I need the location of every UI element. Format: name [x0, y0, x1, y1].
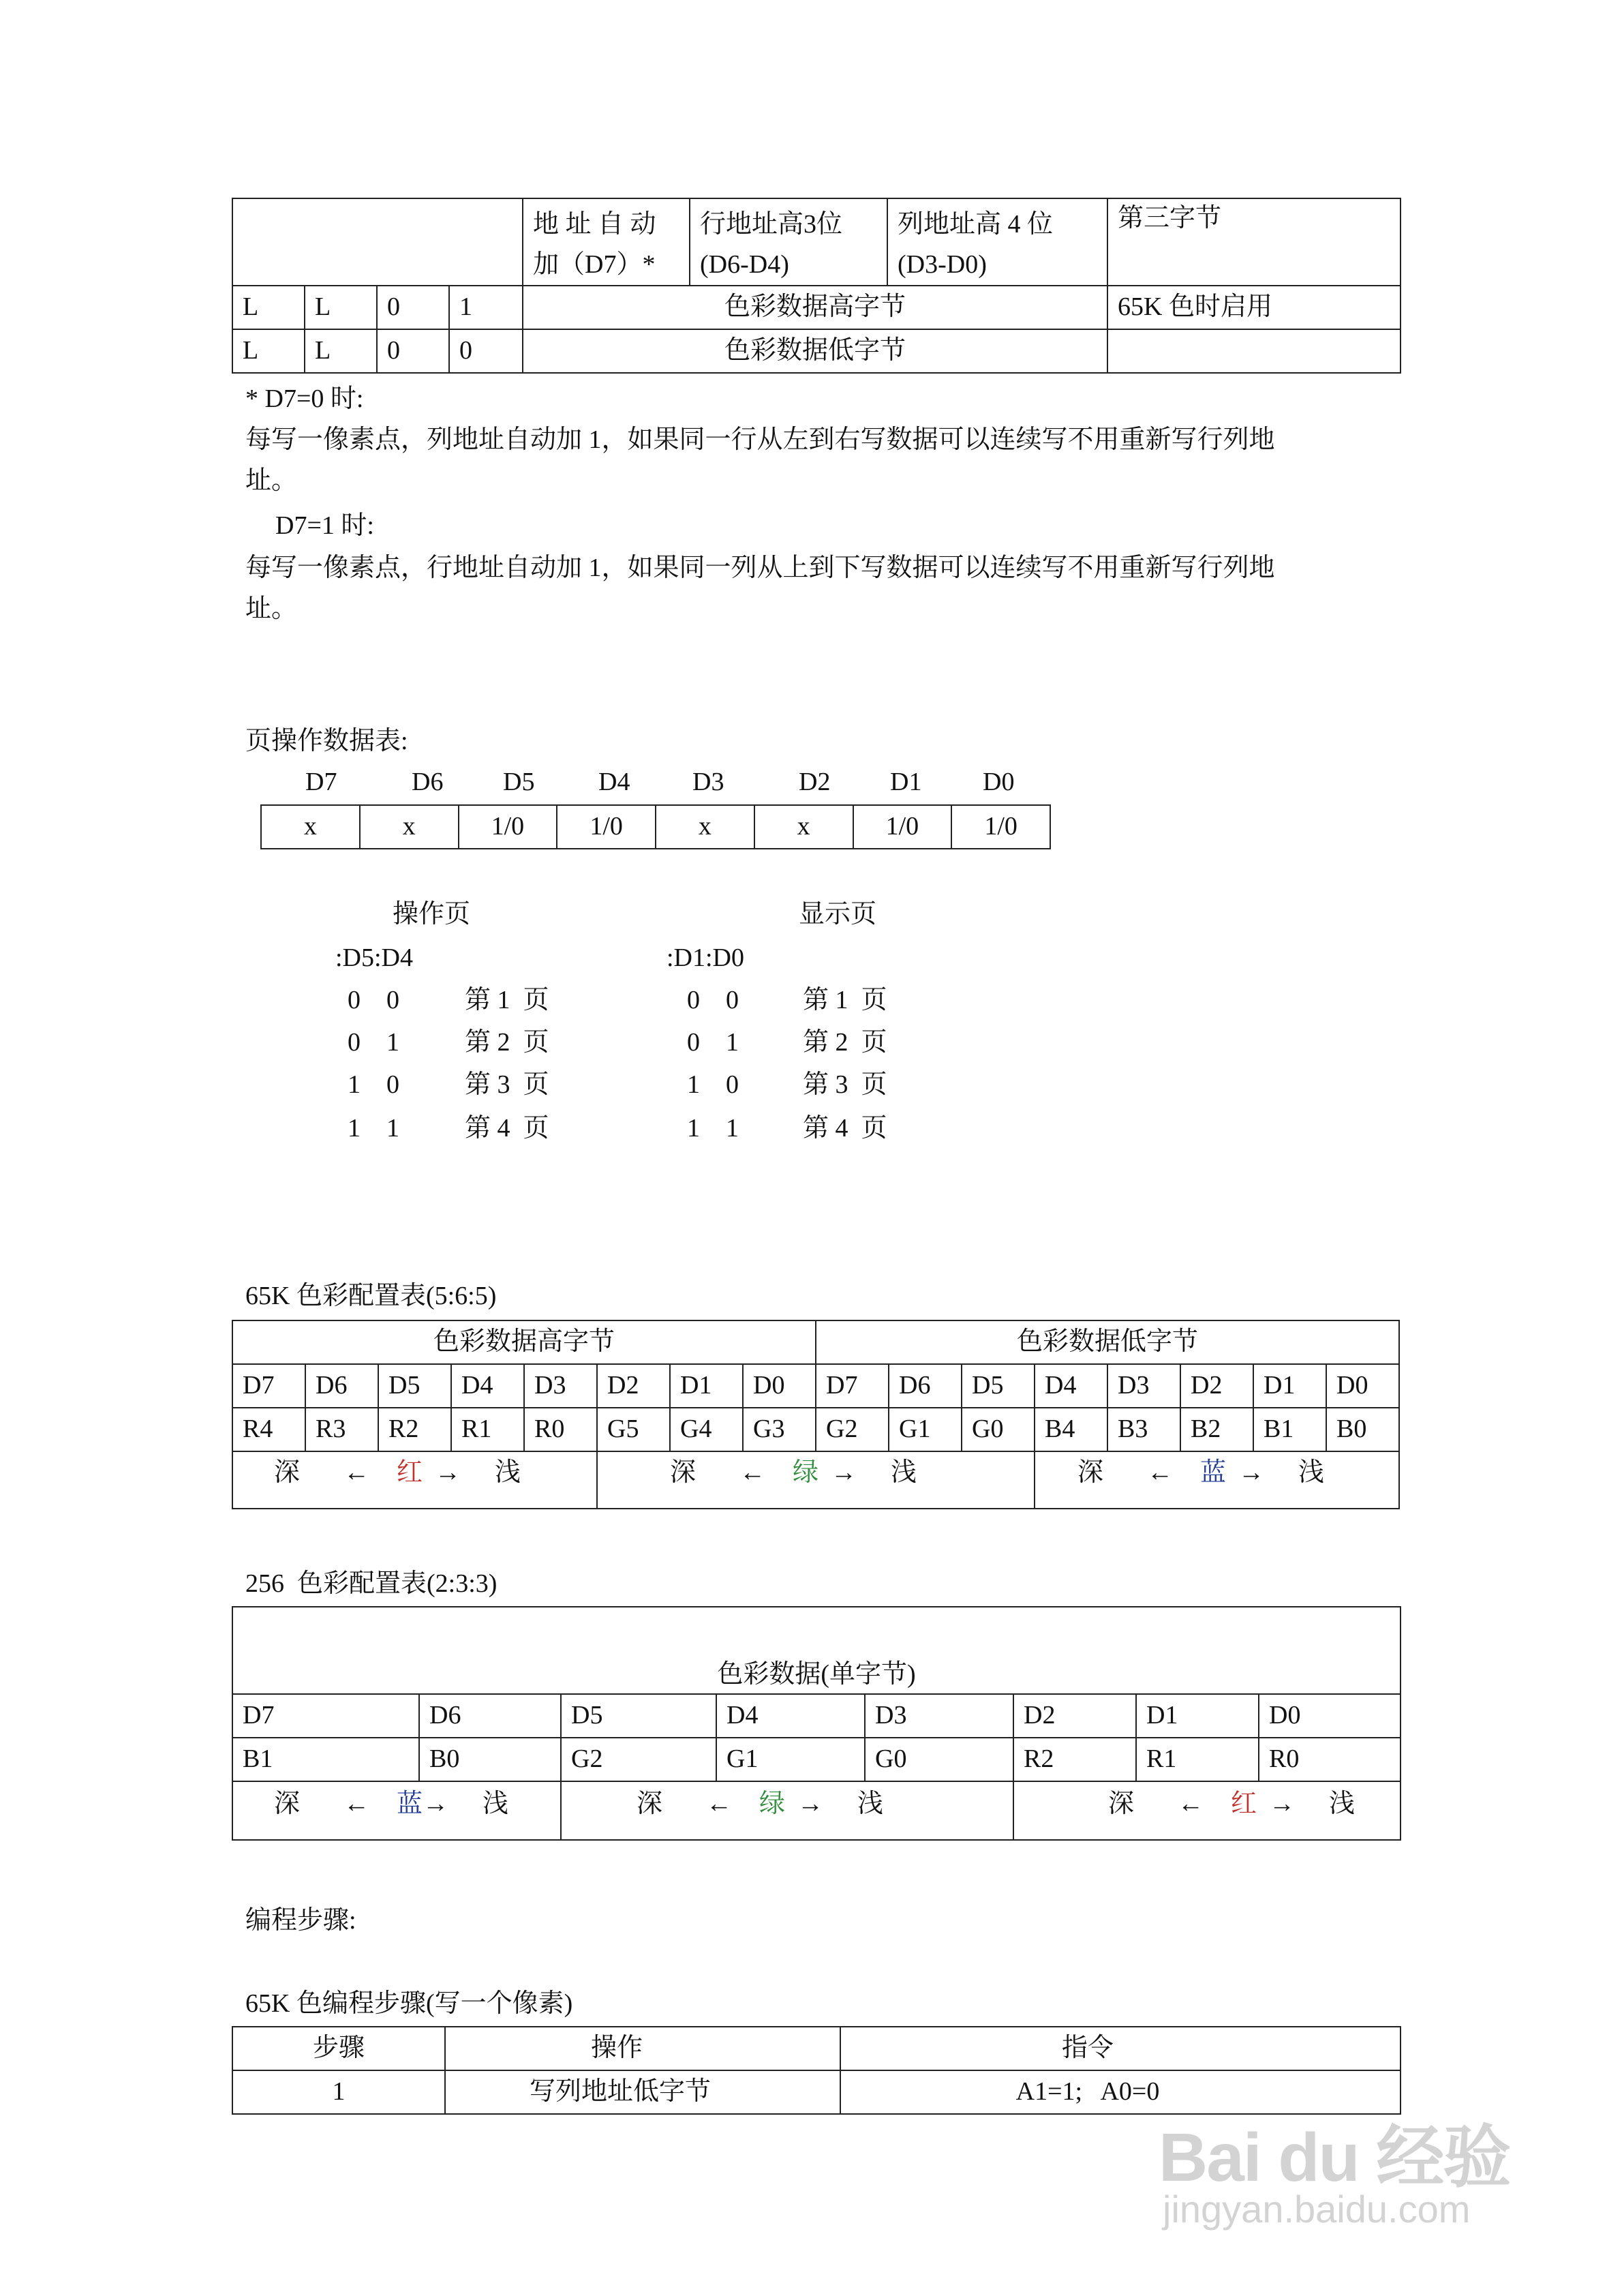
disp-bits: 1 0 [687, 1070, 739, 1099]
color-bit-cell: G1 [889, 1408, 962, 1451]
green-gradient-cell [561, 1781, 1013, 1840]
bit-label: D2 [799, 768, 831, 796]
bit-label: D4 [598, 768, 630, 796]
page-bit-value: 1/0 [459, 805, 557, 849]
bit-cell: D5 [378, 1364, 451, 1408]
color-bit-cell: G0 [865, 1738, 1013, 1781]
op-bits: 0 1 [348, 1028, 399, 1057]
low-byte-header: 色彩数据低字节 [816, 1320, 1399, 1364]
page-bit-value: x [656, 805, 754, 849]
bit-cell: D7 [232, 1364, 305, 1408]
color-bit-cell: G1 [716, 1738, 865, 1781]
op-page: 第 1 页 [465, 986, 549, 1014]
bit-cell: D4 [1035, 1364, 1107, 1408]
light-label: 浅 [483, 1789, 509, 1818]
bit-label: D5 [503, 768, 535, 796]
note-cell [1107, 329, 1401, 373]
color-bit-cell: R4 [232, 1408, 305, 1451]
deep-label: 深 [637, 1789, 663, 1818]
disp-bits-label: :D1:D0 [667, 943, 744, 972]
disp-page: 第 2 页 [803, 1028, 887, 1057]
red-label: 红 [397, 1458, 423, 1487]
bit-label: D6 [412, 768, 444, 796]
color-bit-cell: G3 [743, 1408, 816, 1451]
arrow-right-icon: → [435, 1458, 461, 1487]
note-d7-1: D7=1 时: [275, 511, 374, 540]
header-text: 行地址高3位 [700, 210, 843, 239]
color-bit-cell: G2 [816, 1408, 889, 1451]
bit-cell: D0 [1326, 1364, 1399, 1408]
arrow-left-icon: ← [1147, 1458, 1174, 1487]
steps-title: 编程步骤: [245, 1906, 356, 1935]
bit-cell: D5 [962, 1364, 1035, 1408]
baidu-logo: Bai du 经验 [1159, 2119, 1510, 2196]
bit-cell: D1 [1253, 1364, 1326, 1408]
bit-label: D0 [983, 768, 1015, 796]
bit-cell: D3 [865, 1694, 1013, 1738]
deep-label: 深 [670, 1458, 697, 1487]
color-bit-cell: R1 [1136, 1738, 1259, 1781]
blue-gradient-cell [232, 1781, 561, 1840]
bit-cell: D0 [1259, 1694, 1401, 1738]
color-bit-cell: B1 [232, 1738, 419, 1781]
bit-cell: D6 [889, 1364, 962, 1408]
steps-table [232, 2026, 1401, 2115]
bit-cell: D7 [816, 1364, 889, 1408]
empty-header-cell [232, 198, 523, 286]
bit-cell: L [305, 286, 377, 329]
header-text: (D6-D4) [700, 250, 789, 279]
row-high-header [690, 198, 887, 286]
op-header: 操作 [445, 2027, 840, 2070]
red-gradient-cell [1013, 1781, 1401, 1840]
step-cell: 1 [232, 2070, 445, 2114]
bit-cell: D1 [1136, 1694, 1259, 1738]
bit-cell: D1 [670, 1364, 743, 1408]
t65k-title: 65K 色彩配置表(5:6:5) [245, 1282, 497, 1310]
third-byte-header: 第三字节 [1107, 198, 1401, 286]
header-text: (D3-D0) [898, 250, 987, 279]
op-page-title: 操作页 [393, 900, 471, 928]
color-bit-cell: G4 [670, 1408, 743, 1451]
bit-cell: D5 [561, 1694, 716, 1738]
arrow-right-icon: → [1238, 1458, 1265, 1487]
page-bit-value: x [360, 805, 459, 849]
bit-cell: D0 [743, 1364, 816, 1408]
arrow-left-icon: ← [1178, 1789, 1204, 1818]
op-bits-label: :D5:D4 [335, 943, 413, 972]
color-bit-cell: B0 [419, 1738, 561, 1781]
bit-cell: D6 [305, 1364, 378, 1408]
disp-bits: 0 0 [687, 986, 739, 1014]
deep-label: 深 [274, 1458, 301, 1487]
arrow-right-icon: → [1269, 1789, 1296, 1818]
op-bits: 1 0 [348, 1070, 399, 1099]
light-label: 浅 [891, 1458, 917, 1487]
deep-label: 深 [1077, 1458, 1104, 1487]
high-byte-header: 色彩数据高字节 [232, 1320, 816, 1364]
deep-label: 深 [1108, 1789, 1135, 1818]
page-bit-value: 1/0 [557, 805, 656, 849]
red-label: 红 [1231, 1789, 1257, 1818]
color-bit-cell: G0 [962, 1408, 1035, 1451]
color-bit-cell: G5 [597, 1408, 670, 1451]
color-bit-cell: R2 [1013, 1738, 1136, 1781]
bit-cell: D2 [597, 1364, 670, 1408]
bit-cell: 0 [377, 286, 449, 329]
page-table [260, 804, 1051, 849]
color-bit-cell: G2 [561, 1738, 716, 1781]
watermark-url: jingyan.baidu.com [1163, 2188, 1471, 2231]
bit-cell: D2 [1013, 1694, 1136, 1738]
page-bit-value: 1/0 [853, 805, 952, 849]
bit-cell: L [232, 286, 305, 329]
address-table [232, 198, 1401, 374]
op-bits: 0 0 [348, 986, 399, 1014]
bit-cell: D4 [716, 1694, 865, 1738]
note-text: 每写一像素点，列地址自动加 1，如果同一行从左到右写数据可以连续写不用重新写行列地 [245, 425, 1275, 454]
green-label: 绿 [793, 1458, 819, 1487]
note-d7-0: * D7=0 时: [245, 384, 364, 413]
auto-inc-header [523, 198, 690, 286]
col-high-header [887, 198, 1107, 286]
cmd-header: 指令 [840, 2027, 1401, 2070]
green-gradient-cell [597, 1451, 1035, 1509]
bit-cell: 0 [449, 329, 523, 373]
bit-cell: D3 [1107, 1364, 1180, 1408]
bit-cell: D4 [451, 1364, 524, 1408]
bit-cell: D6 [419, 1694, 561, 1738]
light-label: 浅 [1298, 1458, 1325, 1487]
blue-label: 蓝 [1200, 1458, 1227, 1487]
blue-label: 蓝 [397, 1789, 423, 1818]
arrow-left-icon: ← [343, 1789, 370, 1818]
bit-label: D1 [890, 768, 922, 796]
deep-label: 深 [274, 1789, 301, 1818]
blue-gradient-cell [1035, 1451, 1399, 1509]
color-bit-cell: B4 [1035, 1408, 1107, 1451]
note-text: 址。 [245, 594, 298, 623]
color-bit-cell: R3 [305, 1408, 378, 1451]
op-page: 第 3 页 [465, 1070, 549, 1099]
color-256-table [232, 1606, 1401, 1841]
bit-cell: L [305, 329, 377, 373]
steps-65k-title: 65K 色编程步骤(写一个像素) [245, 1989, 573, 2018]
bit-cell: D7 [232, 1694, 419, 1738]
disp-page: 第 1 页 [803, 986, 887, 1014]
red-gradient-cell [232, 1451, 597, 1509]
bit-label: D3 [692, 768, 724, 796]
page-bit-value: 1/0 [951, 805, 1050, 849]
color-bit-cell: R2 [378, 1408, 451, 1451]
color-bit-cell: R0 [524, 1408, 597, 1451]
header-text: 地 址 自 动 [533, 210, 656, 239]
color-bit-cell: R1 [451, 1408, 524, 1451]
page-table-title: 页操作数据表: [245, 727, 408, 755]
data-byte-cell: 色彩数据低字节 [523, 329, 1107, 373]
light-label: 浅 [495, 1458, 521, 1487]
header-text: 列地址高 4 位 [898, 210, 1054, 239]
bit-cell: D3 [524, 1364, 597, 1408]
arrow-right-icon: → [831, 1458, 857, 1487]
disp-page: 第 3 页 [803, 1070, 887, 1099]
disp-bits: 0 1 [687, 1028, 739, 1057]
page-bit-value: x [261, 805, 360, 849]
color-bit-cell: B3 [1107, 1408, 1180, 1451]
arrow-right-icon: → [797, 1789, 824, 1818]
arrow-left-icon: ← [343, 1458, 370, 1487]
op-bits: 1 1 [348, 1114, 399, 1143]
op-cell: 写列地址低字节 [445, 2070, 840, 2114]
bit-cell: 0 [377, 329, 449, 373]
header-text: 加（D7）* [533, 250, 656, 279]
bit-cell: D2 [1180, 1364, 1253, 1408]
bit-cell: 1 [449, 286, 523, 329]
light-label: 浅 [1329, 1789, 1356, 1818]
op-page: 第 4 页 [465, 1114, 549, 1143]
note-text: 每写一像素点，行地址自动加 1，如果同一列从上到下写数据可以连续写不用重新写行列地 [245, 554, 1275, 582]
step-header: 步骤 [232, 2027, 445, 2070]
data-byte-cell: 色彩数据高字节 [523, 286, 1107, 329]
light-label: 浅 [857, 1789, 884, 1818]
disp-page: 第 4 页 [803, 1114, 887, 1143]
arrow-right-icon: → [423, 1789, 449, 1818]
green-label: 绿 [759, 1789, 786, 1818]
t256-title: 256 色彩配置表(2:3:3) [245, 1569, 498, 1598]
color-bit-cell: B1 [1253, 1408, 1326, 1451]
single-byte-header: 色彩数据(单字节) [232, 1607, 1401, 1694]
bit-cell: L [232, 329, 305, 373]
color-65k-table [232, 1320, 1400, 1509]
arrow-left-icon: ← [739, 1458, 766, 1487]
bit-label: D7 [305, 768, 337, 796]
arrow-left-icon: ← [706, 1789, 733, 1818]
page-bit-value: x [754, 805, 853, 849]
cmd-cell: A1=1; A0=0 [840, 2070, 1401, 2114]
note-text: 址。 [245, 466, 298, 495]
op-page: 第 2 页 [465, 1028, 549, 1057]
disp-page-title: 显示页 [799, 900, 877, 928]
color-bit-cell: B0 [1326, 1408, 1399, 1451]
disp-bits: 1 1 [687, 1114, 739, 1143]
color-bit-cell: B2 [1180, 1408, 1253, 1451]
color-bit-cell: R0 [1259, 1738, 1401, 1781]
note-cell: 65K 色时启用 [1107, 286, 1401, 329]
